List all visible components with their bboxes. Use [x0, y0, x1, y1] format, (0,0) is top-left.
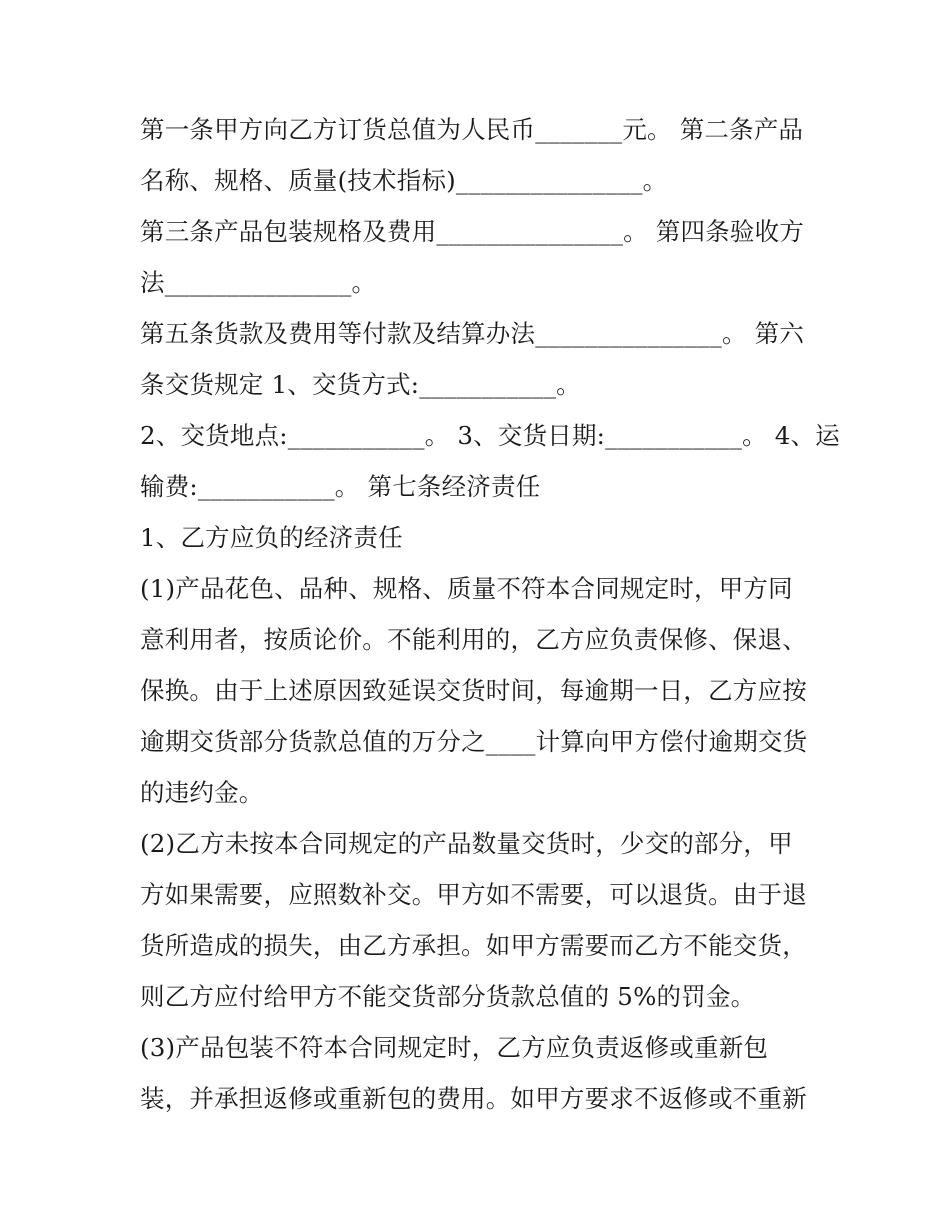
text-line-14: 的违约金。 [140, 778, 264, 807]
text-line-4: 法_______________。 [140, 268, 377, 297]
text-line-13: 逾期交货部分货款总值的万分之____计算向甲方偿付逾期交货 [140, 727, 808, 756]
text-line-18: 则乙方应付给甲方不能交货部分货款总值的 5%的罚金。 [140, 982, 756, 1011]
text-line-8: 输费:___________。 第七条经济责任 [140, 472, 541, 501]
text-line-12: 保换。由于上述原因致延误交货时间，每逾期一日，乙方应按 [140, 676, 807, 705]
text-line-15: (2)乙方未按本合同规定的产品数量交货时，少交的部分，甲 [140, 829, 793, 858]
text-line-19: (3)产品包装不符本合同规定时，乙方应负责返修或重新包 [140, 1033, 769, 1062]
text-line-1: 第一条甲方向乙方订货总值为人民币_______元。 第二条产品 [140, 115, 804, 144]
text-line-17: 货所造成的损失，由乙方承担。如甲方需要而乙方不能交货， [140, 931, 807, 960]
text-line-9: 1、乙方应负的经济责任 [140, 523, 403, 552]
text-line-16: 方如果需要，应照数补交。甲方如不需要，可以退货。由于退 [140, 880, 807, 909]
contract-text [140, 104, 840, 1124]
text-line-10: (1)产品花色、品种、规格、质量不符本合同规定时，甲方同 [140, 574, 793, 603]
text-line-5: 第五条货款及费用等付款及结算办法_______________。 第六 [140, 319, 805, 348]
text-line-6: 条交货规定 1、交货方式:___________。 [140, 370, 581, 399]
text-line-11: 意利用者，按质论价。不能利用的，乙方应负责保修、保退、 [140, 625, 807, 654]
text-line-3: 第三条产品包装规格及费用_______________。 第四条验收方 [140, 217, 805, 246]
text-line-2: 名称、规格、质量(技术指标)_______________。 [140, 166, 668, 195]
text-line-7: 2、交货地点:___________。 3、交货日期:___________。 4、运 [140, 421, 840, 450]
text-line-20: 装，并承担返修或重新包的费用。如甲方要求不返修或不重新 [140, 1084, 807, 1113]
